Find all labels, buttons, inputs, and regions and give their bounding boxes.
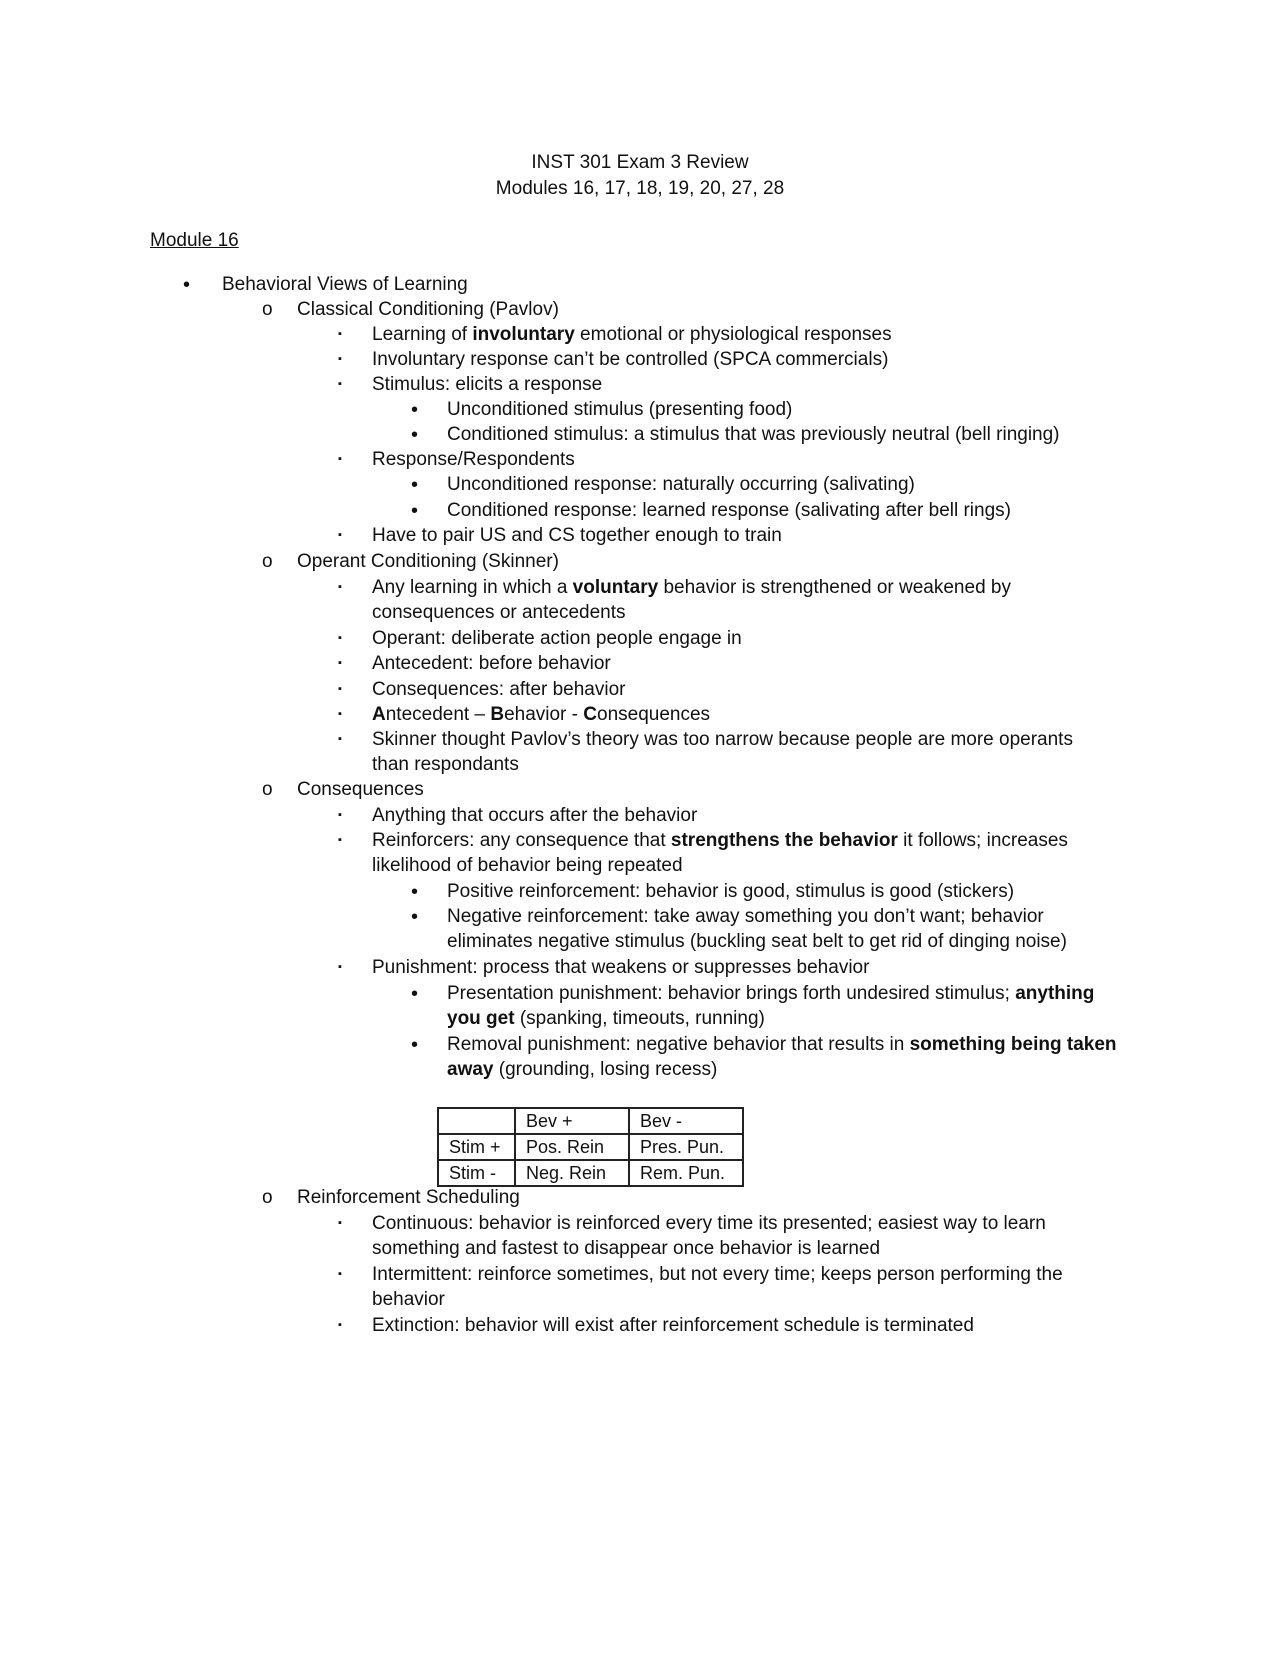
list-item-continuation: you get (spanking, timeouts, running) bbox=[447, 1008, 765, 1029]
bullet-disc: • bbox=[411, 1034, 419, 1056]
list-item: Antecedent: before behavior bbox=[372, 653, 611, 674]
bullet-square: ▪ bbox=[338, 733, 342, 745]
list-item: Involuntary response can’t be controlled (SPCA commercials) bbox=[372, 349, 889, 370]
table-cell: Pres. Pun. bbox=[629, 1134, 743, 1160]
bullet-square: ▪ bbox=[338, 834, 342, 846]
table-cell: Pos. Rein bbox=[515, 1134, 629, 1160]
list-item: Removal punishment: negative behavior that results in something being taken bbox=[447, 1034, 1117, 1055]
list-item: Antecedent – Behavior - Consequences bbox=[372, 704, 711, 725]
list-item: Stimulus: elicits a response bbox=[372, 374, 603, 395]
list-item: Consequences: after behavior bbox=[372, 679, 626, 700]
list-item: Conditioned stimulus: a stimulus that was previously neutral (bell ringing) bbox=[447, 424, 1060, 445]
bullet-disc: • bbox=[411, 474, 419, 496]
bullet-disc: • bbox=[183, 274, 191, 296]
bullet-square: ▪ bbox=[338, 453, 342, 465]
list-item: Any learning in which a voluntary behavior is strengthened or weakened by bbox=[372, 577, 1011, 598]
bullet-square: ▪ bbox=[338, 657, 342, 669]
bullet-disc: • bbox=[411, 399, 419, 421]
bullet-square: ▪ bbox=[338, 1217, 342, 1229]
list-item-continuation: likelihood of behavior being repeated bbox=[372, 855, 683, 876]
list-item: Presentation punishment: behavior brings forth undesired stimulus; anything bbox=[447, 983, 1095, 1004]
bullet-disc: • bbox=[411, 424, 419, 446]
list-item: Have to pair US and CS together enough to train bbox=[372, 525, 782, 546]
list-item: Operant Conditioning (Skinner) bbox=[297, 551, 559, 572]
list-item: Skinner thought Pavlov’s theory was too narrow because people are more operants bbox=[372, 729, 1073, 750]
list-item: Intermittent: reinforce sometimes, but not every time; keeps person performing the bbox=[372, 1264, 1063, 1285]
list-item: Reinforcement Scheduling bbox=[297, 1187, 520, 1208]
list-item-continuation: behavior bbox=[372, 1289, 445, 1310]
bullet-disc: • bbox=[411, 881, 419, 903]
bullet-square: ▪ bbox=[338, 1319, 342, 1331]
table-row bbox=[438, 1134, 743, 1160]
bullet-square: ▪ bbox=[338, 529, 342, 541]
list-item: Reinforcers: any consequence that strengthens the behavior it follows; increases bbox=[372, 830, 1068, 851]
bullet-square: ▪ bbox=[338, 632, 342, 644]
list-item: Extinction: behavior will exist after reinforcement schedule is terminated bbox=[372, 1315, 974, 1336]
bullet-disc: • bbox=[411, 906, 419, 928]
table-cell: Bev + bbox=[515, 1108, 629, 1134]
bullet-square: ▪ bbox=[338, 683, 342, 695]
table-cell: Bev - bbox=[629, 1108, 743, 1134]
list-item: Continuous: behavior is reinforced every time its presented; easiest way to learn bbox=[372, 1213, 1046, 1234]
list-item: Learning of involuntary emotional or physiological responses bbox=[372, 324, 892, 345]
table-cell: Neg. Rein bbox=[515, 1160, 629, 1186]
document-title: INST 301 Exam 3 Review bbox=[531, 152, 749, 173]
list-item: Unconditioned response: naturally occurring (salivating) bbox=[447, 474, 915, 495]
list-item-continuation: than respondants bbox=[372, 754, 519, 775]
bullet-square: ▪ bbox=[338, 1268, 342, 1280]
bullet-circle: o bbox=[262, 779, 273, 800]
list-item-continuation: eliminates negative stimulus (buckling seat belt to get rid of dinging noise) bbox=[447, 931, 1067, 952]
table-header-row bbox=[438, 1108, 743, 1134]
bullet-square: ▪ bbox=[338, 581, 342, 593]
bullet-square: ▪ bbox=[338, 353, 342, 365]
list-item-continuation: consequences or antecedents bbox=[372, 602, 626, 623]
list-item: Classical Conditioning (Pavlov) bbox=[297, 299, 559, 320]
bullet-circle: o bbox=[262, 299, 273, 320]
bullet-disc: • bbox=[411, 500, 419, 522]
reinforcement-table bbox=[437, 1107, 744, 1187]
bullet-square: ▪ bbox=[338, 809, 342, 821]
bullet-circle: o bbox=[262, 551, 273, 572]
document-subtitle: Modules 16, 17, 18, 19, 20, 27, 28 bbox=[495, 178, 785, 199]
list-item: Unconditioned stimulus (presenting food) bbox=[447, 399, 793, 420]
list-item: Response/Respondents bbox=[372, 449, 575, 470]
list-item: Anything that occurs after the behavior bbox=[372, 805, 698, 826]
list-item-continuation: something and fastest to disappear once behavior is learned bbox=[372, 1238, 881, 1259]
list-item-continuation: away (grounding, losing recess) bbox=[447, 1059, 718, 1080]
table-cell: Stim - bbox=[438, 1160, 515, 1186]
title-block bbox=[0, 150, 1280, 202]
list-item: Conditioned response: learned response (salivating after bell rings) bbox=[447, 500, 1011, 521]
list-item: Positive reinforcement: behavior is good, stimulus is good (stickers) bbox=[447, 881, 1015, 902]
bullet-square: ▪ bbox=[338, 708, 342, 720]
table-row bbox=[438, 1160, 743, 1186]
bullet-square: ▪ bbox=[338, 328, 342, 340]
bullet-disc: • bbox=[411, 983, 419, 1005]
list-item: Operant: deliberate action people engage in bbox=[372, 628, 742, 649]
table-cell: Rem. Pun. bbox=[629, 1160, 743, 1186]
table-cell: Stim + bbox=[438, 1134, 515, 1160]
list-item: Behavioral Views of Learning bbox=[222, 274, 468, 295]
section-heading: Module 16 bbox=[150, 230, 239, 251]
bullet-square: ▪ bbox=[338, 378, 342, 390]
list-item: Consequences bbox=[297, 779, 424, 800]
list-item: Negative reinforcement: take away something you don’t want; behavior bbox=[447, 906, 1044, 927]
bullet-circle: o bbox=[262, 1187, 273, 1208]
bullet-square: ▪ bbox=[338, 961, 342, 973]
list-item: Punishment: process that weakens or suppresses behavior bbox=[372, 957, 870, 978]
table-cell bbox=[438, 1108, 515, 1134]
